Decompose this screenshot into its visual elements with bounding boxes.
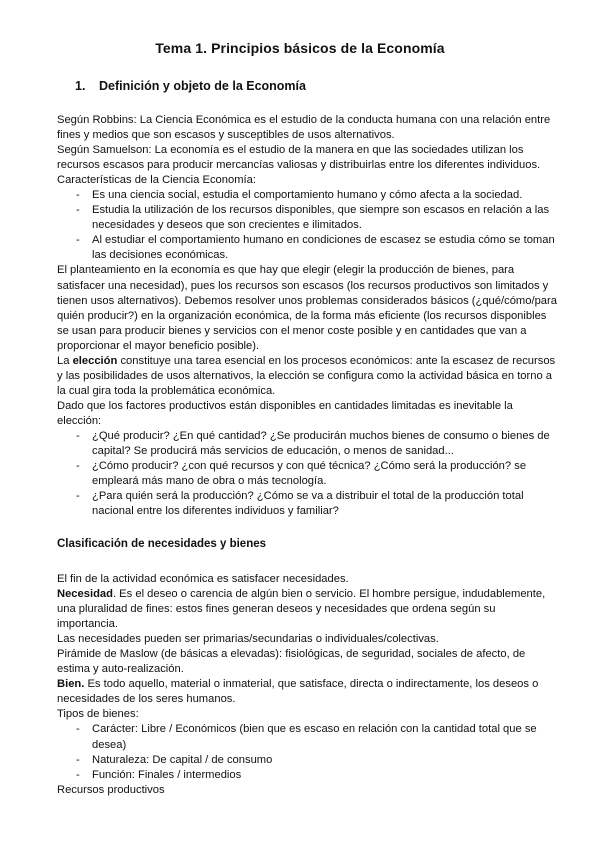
recursos-productivos: Recursos productivos	[57, 783, 165, 796]
tipo-bien-item: - Carácter: Libre / Económicos (bien que es escaso en relación con la cantidad total que se desea)	[57, 722, 557, 752]
section-2-heading: Clasificación de necesidades y bienes	[57, 538, 267, 550]
spacer	[57, 552, 557, 572]
tipos-bienes-intro: Tipos de bienes:	[57, 708, 139, 721]
eleccion-paragraph	[57, 354, 557, 399]
question-item: - ¿Para quién será la producción? ¿Cómo se va a distribuir el total de la producción total nacional entre los diferentes individuos y familiar?	[57, 489, 557, 519]
section-1-body	[57, 113, 557, 519]
tipo-bien-item: - Función: Finales / intermedios	[57, 768, 557, 783]
bien-text: Es todo aquello, material o inmaterial, que satisface, directa o indirectamente, los deseos o necesidades de los seres humanos.	[57, 678, 539, 706]
samuelson-paragraph: Según Samuelson: La economía es el estudio de la manera en que las sociedades utilizan los recursos escasos para producir mercancías valiosas y distribuirlas entre los diferentes individuos.	[57, 144, 541, 172]
necesidad-paragraph	[57, 587, 557, 632]
section-1-heading-text: Definición y objeto de la Economía	[99, 79, 306, 93]
eleccion-term: elección	[72, 354, 118, 367]
eleccion-prefix: La	[57, 354, 73, 367]
section-1-heading	[75, 79, 306, 93]
maslow-paragraph: Pirámide de Maslow (de básicas a elevadas): fisiológicas, de seguridad, sociales de afecto, de estima y auto-realización.	[57, 648, 526, 676]
bien-term: Bien.	[57, 678, 85, 691]
characteristic-item: - Al estudiar el comportamiento humano en condiciones de escasez se estudia cómo se toman las decisiones económicas.	[57, 233, 557, 263]
eleccion-text: constituye una tarea esencial en los procesos económicos: ante la escasez de recursos y las posibilidades de usos alternativos, la elección se configura como la actividad básica en torno a la cual gira toda la problemática económica.	[57, 354, 556, 397]
necesidad-term: Necesidad	[57, 588, 113, 601]
section-1-number: 1.	[75, 79, 86, 93]
tipo-bien-item: - Naturaleza: De capital / de consumo	[57, 753, 557, 768]
characteristic-item: - Estudia la utilización de los recursos disponibles, que siempre son escasos en relación a las necesidades y deseos que son crecientes e ilimitados.	[57, 203, 557, 233]
question-item: - ¿Cómo producir? ¿con qué recursos y con qué técnica? ¿Cómo será la producción? se empleará más mano de obra o más tecnología.	[57, 459, 557, 489]
robbins-paragraph: Según Robbins: La Ciencia Económica es el estudio de la conducta humana con una relación entre fines y medios que son escasos y susceptibles de usos alternativos.	[57, 114, 551, 142]
document-title: Tema 1. Principios básicos de la Economía	[155, 40, 445, 56]
characteristic-item: - Es una ciencia social, estudia el comportamiento humano y cómo afecta a la sociedad.	[57, 188, 557, 203]
question-item: - ¿Qué producir? ¿En qué cantidad? ¿Se producirán muchos bienes de consumo o bienes de capital? Se producirá más servicios de educación, o menos de sanidad...	[57, 429, 557, 459]
characteristics-intro: Características de la Ciencia Economía:	[57, 174, 256, 187]
bien-paragraph	[57, 677, 557, 707]
planteamiento-paragraph: El planteamiento en la economía es que hay que elegir (elegir la producción de bienes, para satisfacer una necesidad), pues los recursos son escasos (los recursos productivos son limitados y tienen usos alternativos). Debemos resolver unos problemas considerados básicos (¿qué/cómo/para quién producir?) en la organización económica, de la forma más eficiente (los recursos disponibles se usan para producir bienes y servicios con el menor coste posible y en cantidades que van a proporcionar el mayor beneficio posible).	[57, 264, 557, 352]
necesidad-text: . Es el deseo o carencia de algún bien o servicio. El hombre persigue, indudablemente, una pluralidad de fines: estos fines generan deseos y necesidades que ordena según su importancia.	[57, 588, 546, 631]
section-2-body	[57, 537, 557, 798]
factores-paragraph: Dado que los factores productivos están disponibles en cantidades limitadas es inevitable la elección:	[57, 399, 513, 427]
fin-paragraph: El fin de la actividad económica es satisfacer necesidades.	[57, 573, 349, 585]
necesidades-tipos-paragraph: Las necesidades pueden ser primarias/secundarias o individuales/colectivas.	[57, 633, 439, 646]
